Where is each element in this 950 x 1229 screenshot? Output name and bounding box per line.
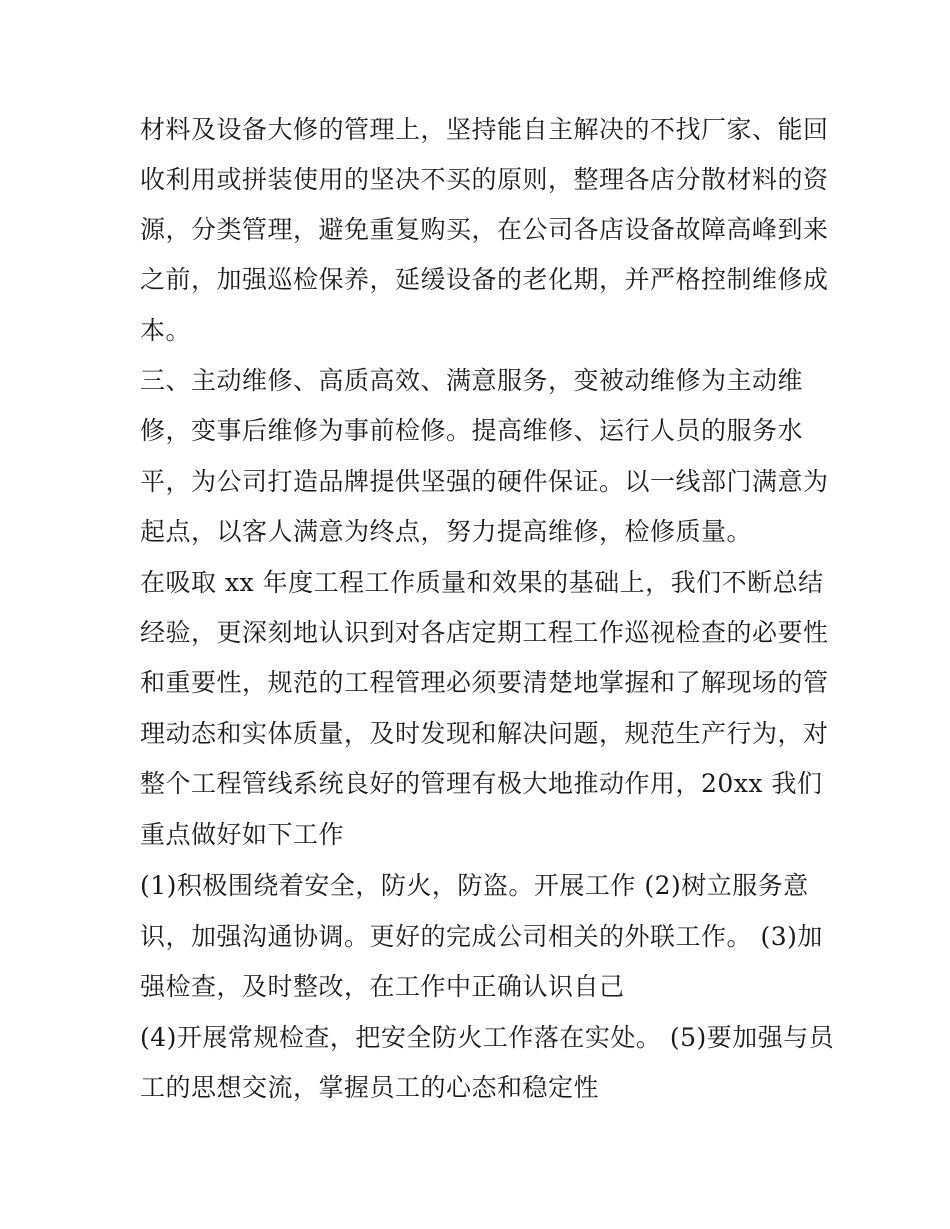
text-line: 识，加强沟通协调。更好的完成公司相关的外联工作。 (3)加 [140, 922, 823, 951]
text-line: 收利用或拼装使用的坚决不买的原则，整理各店分散材料的资 [140, 165, 829, 194]
text-line: 源，分类管理，避免重复购买，在公司各店设备故障高峰到来 [140, 215, 829, 244]
text-line: 本。 [140, 316, 192, 345]
text-line: 工的思想交流，掌握员工的心态和稳定性 [140, 1073, 600, 1102]
text-line: 材料及设备大修的管理上，坚持能自主解决的不找厂家、能回 [140, 115, 829, 144]
text-line: 整个工程管线系统良好的管理有极大地推动作用，20xx 我们 [140, 769, 823, 798]
text-line: 理动态和实体质量，及时发现和解决问题，规范生产行为，对 [140, 719, 829, 748]
text-line: 重点做好如下工作 [140, 820, 345, 849]
text-line: 三、主动维修、高质高效、满意服务，变被动维修为主动维 [140, 366, 804, 395]
text-line: 强检查，及时整改，在工作中正确认识自己 [140, 972, 625, 1001]
text-line: 和重要性，规范的工程管理必须要清楚地掌握和了解现场的管 [140, 668, 829, 697]
text-line: 经验，更深刻地认识到对各店定期工程工作巡视检查的必要性 [140, 618, 829, 647]
text-line: 起点，以客人满意为终点，努力提高维修，检修质量。 [140, 517, 753, 546]
text-line: (4)开展常规检查，把安全防火工作落在实处。 (5)要加强与员 [140, 1023, 835, 1052]
text-line: (1)积极围绕着安全，防火，防盗。开展工作 (2)树立服务意 [140, 871, 809, 900]
text-line: 在吸取 xx 年度工程工作质量和效果的基础上，我们不断总结 [140, 568, 824, 597]
text-line: 修，变事后维修为事前检修。提高维修、运行人员的服务水 [140, 416, 804, 445]
text-line: 平，为公司打造品牌提供坚强的硬件保证。以一线部门满意为 [140, 467, 829, 496]
text-line: 之前，加强巡检保养，延缓设备的老化期，并严格控制维修成 [140, 265, 829, 294]
